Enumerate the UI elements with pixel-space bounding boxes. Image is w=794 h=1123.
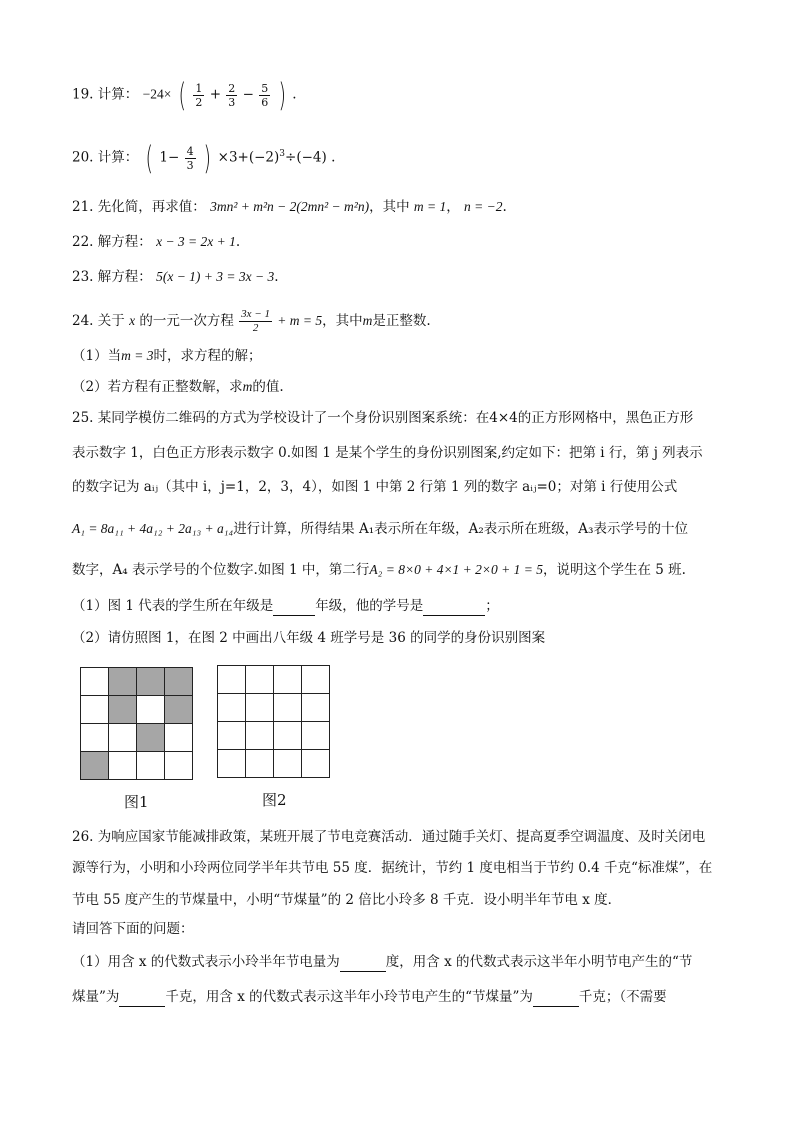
question-25-line-3	[72, 477, 677, 497]
q20-expr-end: ÷(−4)	[285, 149, 327, 166]
q26-line-1: 为响应国家节能减排政策，某班开展了节电竞赛活动．通过随手关灯、提高夏季空调温度、及时关闭电	[97, 829, 706, 845]
q25-line-5-end: ，说明这个学生在 5 班.	[543, 562, 686, 578]
q24-sub2-var: m	[242, 379, 253, 394]
q26-l5-b: 度，用含 x 的代数式表示这半年小明节电产生的“节	[385, 954, 693, 970]
q19-label: 计算：	[97, 86, 139, 103]
q20-one-minus: 1−	[159, 149, 180, 166]
q22-number: 22.	[72, 234, 94, 250]
q25-sub1-a: （1）图 1 代表的学生所在年级是	[72, 598, 274, 614]
q25-line-2: 表示数字 1，白色正方形表示数字 0.如图 1 是某个学生的身份识别图案,约定如下：把第 i 行，第 j 列表示	[72, 445, 703, 461]
q25-sub-1	[72, 596, 499, 616]
q23-number: 23.	[72, 269, 94, 285]
q26-l6-b: 千克，用含 x 的代数式表示这半年小玲节电产生的“节煤量”为	[165, 989, 533, 1005]
grid-cell[interactable]	[302, 750, 330, 778]
question-20	[72, 139, 336, 177]
grid-cell	[81, 752, 109, 780]
right-paren-icon: )	[203, 139, 211, 177]
q21-text: 先化简，再求值：	[97, 199, 206, 215]
q22-expression: x − 3 = 2x + 1	[156, 234, 236, 249]
grid-cell	[109, 752, 137, 780]
grid-cell	[81, 696, 109, 724]
xiaoling-coal-blank[interactable]	[533, 992, 579, 1007]
q20-label: 计算：	[97, 149, 139, 166]
q21-cond-n: n = −2	[464, 199, 503, 214]
q24-fraction: $\frac{3x - 1}{2}$	[241, 308, 270, 334]
grid-cell[interactable]	[218, 750, 246, 778]
q25-sub2: （2）请仿照图 1，在图 2 中画出八年级 4 班学号是 36 的同学的身份识别图案	[72, 630, 546, 646]
grid-cell[interactable]	[218, 694, 246, 722]
grid-cell[interactable]	[246, 722, 274, 750]
question-19	[72, 76, 297, 114]
student-number-blank[interactable]	[423, 601, 485, 616]
q20-fraction: $\frac{4}{3}$	[186, 144, 194, 172]
q24-text-b: 的一元一次方程	[139, 313, 234, 329]
q21-expression: 3mn² + m²n − 2(2mn² − m²n)	[210, 199, 370, 214]
q24-sub1-b: 时，求方程的解；	[153, 348, 262, 364]
grid-cell[interactable]	[274, 666, 302, 694]
question-21	[72, 197, 507, 217]
grid-cell	[137, 724, 165, 752]
q19-op2: −	[242, 86, 254, 103]
q24-sub-1	[72, 346, 261, 366]
q26-l5-a: （1）用含 x 的代数式表示小玲半年节电量为	[72, 954, 340, 970]
q26-l6-a: 煤量”为	[72, 989, 120, 1005]
q19-end: .	[292, 86, 297, 103]
q25-line-1: 某同学模仿二维码的方式为学校设计了一个身份识别图案系统：在4×4的正方形网格中，黑色正方形	[97, 410, 694, 426]
q24-sub2-a: （2）若方程有正整数解，求	[72, 379, 243, 395]
grid-cell	[109, 696, 137, 724]
question-22	[72, 232, 240, 252]
q25-formula-a2: A₂ = 8×0 + 4×1 + 2×0 + 1 = 5	[369, 562, 543, 577]
question-23	[72, 267, 279, 287]
grid-cell[interactable]	[302, 694, 330, 722]
q19-expr-pre: −24×	[142, 86, 172, 102]
q20-exponent: 3	[279, 149, 286, 159]
grid-cell	[81, 724, 109, 752]
q26-l6-c: 千克；（不需要	[578, 989, 667, 1005]
question-26-line-2	[72, 858, 712, 878]
q24-text-d: 是正整数.	[372, 313, 431, 329]
q24-text-a: 关于	[97, 313, 125, 329]
grid-cell[interactable]	[246, 666, 274, 694]
q24-var-m: m	[362, 313, 373, 328]
q21-cond-m: m = 1	[413, 199, 447, 214]
grid-cell	[137, 696, 165, 724]
figure-2-grid[interactable]	[217, 665, 330, 778]
q25-line-4: 进行计算，所得结果 A₁表示所在年级，A₂表示所在班级，A₃表示学号的十位	[233, 521, 688, 537]
q21-number: 21.	[72, 199, 94, 215]
grid-cell	[137, 752, 165, 780]
q21-sep: ，	[446, 199, 460, 215]
figure-2-label: 图2	[262, 791, 287, 809]
q26-sub-1-line-2	[72, 987, 667, 1007]
xiaoling-saving-blank[interactable]	[340, 957, 386, 972]
q19-fraction-2: $\frac{2}{3}$	[228, 81, 236, 109]
q25-sub1-c: ；	[485, 598, 499, 614]
q25-sub1-b: 年级，他的学号是	[315, 598, 424, 614]
right-paren-icon: )	[277, 76, 286, 114]
grid-cell	[109, 668, 137, 696]
question-24	[72, 308, 431, 335]
question-25-line-1	[72, 408, 693, 428]
q25-formula-a1: A₁ = 8a₁₁ + 4a₁₂ + 2a₁₃ + a₁₄	[72, 521, 234, 536]
q20-expr-post: ×3+(−2)	[217, 149, 280, 166]
left-paren-icon: (	[145, 139, 153, 177]
q24-text-c: ，其中	[322, 313, 363, 329]
q23-end: .	[274, 269, 279, 285]
grid-cell[interactable]	[274, 750, 302, 778]
q25-sub-2	[72, 628, 545, 648]
question-25-line-2	[72, 443, 703, 463]
question-26-line-3	[72, 890, 621, 910]
q24-sub2-b: 的值.	[252, 379, 284, 395]
q24-eq-tail: + m = 5	[277, 313, 323, 328]
q26-line-2: 源等行为，小明和小玲两位同学半年共节电 55 度．据统计，节约 1 度电相当于节约 0.4 千克“标准煤”，在	[72, 860, 713, 876]
grid-cell	[165, 668, 193, 696]
grid-cell[interactable]	[218, 722, 246, 750]
grid-cell	[137, 668, 165, 696]
q20-end: .	[331, 149, 336, 166]
q24-sub1-cond: m = 3	[121, 348, 154, 363]
q24-number: 24.	[72, 313, 94, 329]
q22-end: .	[235, 234, 241, 250]
question-25-line-5	[72, 560, 686, 580]
q26-line-3: 节电 55 度产生的节煤量中，小明“节煤量”的 2 倍比小玲多 8 千克．设小明半年节电 x 度．	[72, 892, 622, 908]
q25-number: 25.	[72, 410, 94, 426]
q25-line-3: 的数字记为 aᵢⱼ（其中 i，j=1，2，3，4），如图 1 中第 2 行第 1 列的数字 aᵢⱼ=0；对第 i 行使用公式	[72, 479, 678, 495]
q24-sub-2	[72, 377, 284, 397]
grid-cell	[165, 724, 193, 752]
q24-var-x: x	[129, 313, 136, 328]
q21-cond-label: ，其中	[369, 199, 410, 215]
q24-sub1-a: （1）当	[72, 348, 122, 364]
q26-number: 26.	[72, 829, 94, 845]
q23-text: 解方程：	[97, 269, 152, 285]
grid-cell[interactable]	[274, 694, 302, 722]
q25-line-5: 数字，A₄ 表示学号的个位数字.如图 1 中，第二行	[72, 562, 370, 578]
xiaoming-coal-blank[interactable]	[119, 992, 165, 1007]
grid-cell[interactable]	[218, 666, 246, 694]
grid-cell[interactable]	[246, 750, 274, 778]
left-paren-icon: (	[178, 76, 186, 114]
q19-fraction-1: $\frac{1}{2}$	[195, 81, 203, 109]
q26-line-4: 请回答下面的问题：	[72, 921, 194, 937]
grid-cell	[165, 752, 193, 780]
q22-text: 解方程：	[97, 234, 152, 250]
question-25-line-4	[72, 519, 688, 539]
question-26-line-4	[72, 919, 194, 939]
q21-end: .	[502, 199, 507, 215]
q20-number: 20.	[72, 149, 94, 166]
q23-expression: 5(x − 1) + 3 = 3x − 3	[156, 269, 275, 284]
figure-1-grid	[80, 667, 193, 780]
grid-cell[interactable]	[302, 722, 330, 750]
grade-blank[interactable]	[273, 601, 315, 616]
grid-cell[interactable]	[274, 722, 302, 750]
question-26-line-1	[72, 827, 705, 847]
grid-cell	[109, 724, 137, 752]
q19-fraction-3: $\frac{5}{6}$	[261, 81, 269, 109]
q19-number: 19.	[72, 86, 94, 103]
grid-cell	[165, 696, 193, 724]
grid-cell[interactable]	[246, 694, 274, 722]
q26-sub-1-line-1	[72, 952, 692, 972]
figure-1-label: 图1	[124, 793, 149, 811]
grid-cell[interactable]	[302, 666, 330, 694]
q19-op1: +	[209, 86, 221, 103]
grid-cell	[81, 668, 109, 696]
